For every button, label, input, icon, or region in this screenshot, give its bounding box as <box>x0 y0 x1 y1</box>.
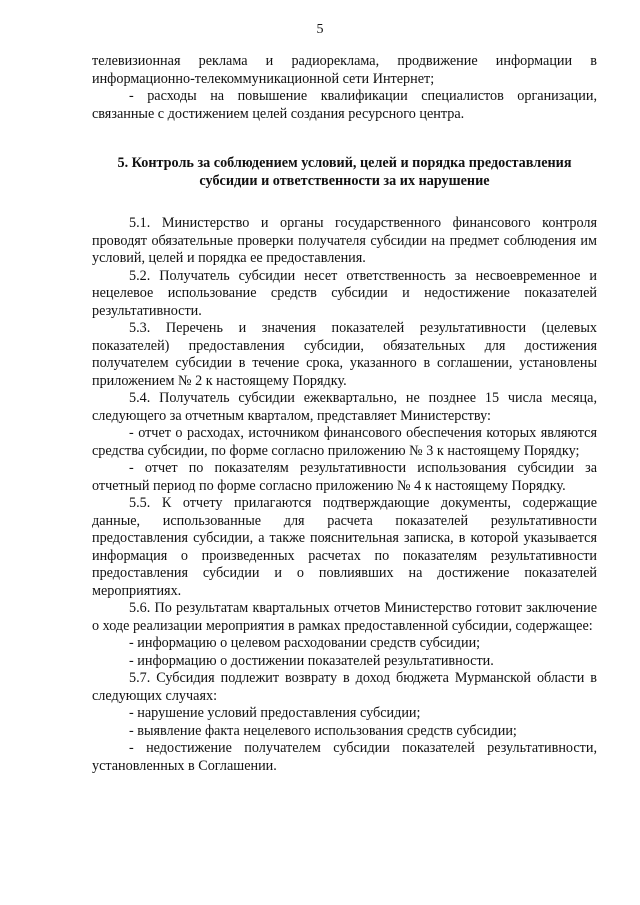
clause-5-4-item-a: - отчет о расходах, источником финансового обеспечения которых являются средства субсидии, по форме согласно приложению № 3 к настоящему Порядку; <box>92 425 597 459</box>
clause-5-2: 5.2. Получатель субсидии несет ответственность за несвоевременное и нецелевое использование средств субсидии и недостижение показателей результативности. <box>92 267 597 319</box>
clause-5-4: 5.4. Получатель субсидии ежеквартально, не позднее 15 числа месяца, следующего за отчетным кварталом, представляет Министерству: <box>92 390 597 424</box>
intro-paragraph: телевизионная реклама и радиореклама, продвижение информации в информационно-телекоммуникационной сети Интернет; <box>92 53 597 87</box>
clause-5-7: 5.7. Субсидия подлежит возврату в доход бюджета Мурманской области в следующих случаях: <box>92 670 597 704</box>
page-number: 5 <box>316 22 324 37</box>
clause-5-4-item-b: - отчет по показателям результативности использования субсидии за отчетный период по форме согласно приложению № 4 к настоящему Порядку. <box>92 460 597 494</box>
intro-list-item: - расходы на повышение квалификации специалистов организации, связанные с достижением целей создания ресурсного центра. <box>92 88 597 122</box>
clause-5-6-item-b: - информацию о достижении показателей результативности. <box>129 652 494 669</box>
clause-5-6-item-a: - информацию о целевом расходовании средств субсидии; <box>129 635 481 651</box>
section-title: 5. Контроль за соблюдением условий, целей и порядка предоставления субсидии и ответственности за их нарушение <box>117 155 572 189</box>
clause-5-1: 5.1. Министерство и органы государственного финансового контроля проводят обязательные проверки получателя субсидии на предмет соблюдения им условий, целей и порядка ее предоставления. <box>92 215 597 266</box>
clause-5-6: 5.6. По результатам квартальных отчетов Министерство готовит заключение о ходе реализации мероприятия в рамках предоставленной субсидии, содержащее: <box>92 600 597 634</box>
clause-5-3: 5.3. Перечень и значения показателей результативности (целевых показателей) предоставления субсидии, обязательных для достижения получателем субсидии в течение срока, указанного в соглашении, установлены приложением № 2 к настоящему Порядку. <box>92 320 597 389</box>
clause-5-5: 5.5. К отчету прилагаются подтверждающие документы, содержащие данные, использованные для расчета показателей результативности предоставления субсидии, а также пояснительная записка, в которой указывается информация о произведенных расчетах по показателям результативности предоставления субсидии и о повлиявших на достижение показателей мероприятиях. <box>92 495 597 599</box>
clause-5-7-item-c: - недостижение получателем субсидии показателей результативности, установленных в Соглашении. <box>92 740 597 774</box>
document-body <box>92 53 597 775</box>
clause-5-7-item-b: - выявление факта нецелевого использования средств субсидии; <box>129 722 517 739</box>
clause-5-7-item-a: - нарушение условий предоставления субсидии; <box>129 705 421 721</box>
